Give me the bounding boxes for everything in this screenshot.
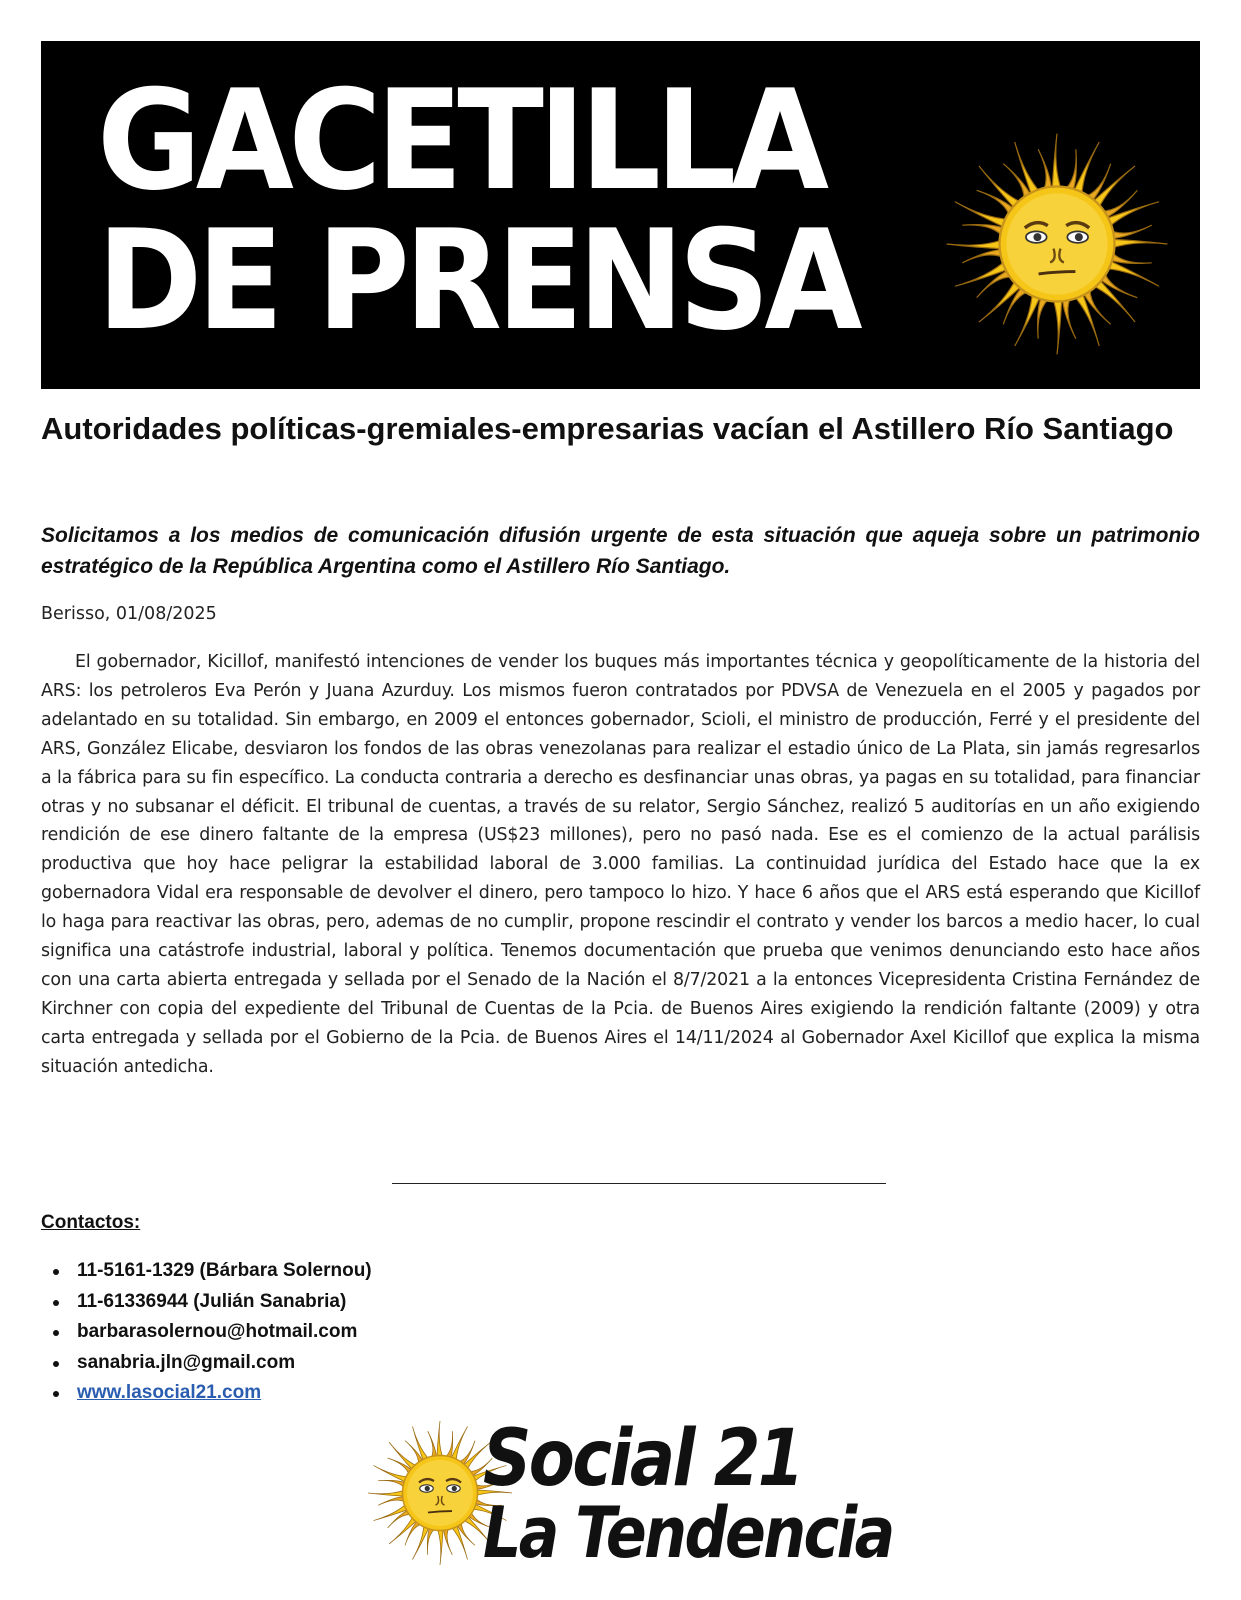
logo-line1: Social 21 (483, 1414, 802, 1504)
sun-ray (1052, 297, 1062, 355)
website-link[interactable]: www.lasocial21.com (77, 1382, 262, 1403)
contact-item: barbarasolernou@hotmail.com (41, 1317, 372, 1348)
lede: Solicitamos a los medios de comunicación difusión urgente de esta situación que aqueja sobre un patrimonio estratégico de la República Argentina como el Astillero Río Santiago. (41, 524, 1200, 578)
sun-ray (368, 1490, 406, 1496)
banner-title-line2: DE PRENSA (97, 200, 858, 361)
dateline: Berisso, 01/08/2025 (41, 604, 217, 624)
headline: Autoridades políticas-gremiales-empresarias vacían el Astillero Río Santiago (41, 411, 1174, 446)
press-release-banner (41, 41, 1200, 389)
sun-ray (947, 239, 1005, 249)
contacts-heading: Contactos: (41, 1212, 141, 1233)
banner-title (97, 60, 858, 361)
banner-title-line1: GACETILLA (97, 60, 824, 221)
section-divider (392, 1183, 886, 1184)
sun-ray (1110, 239, 1168, 249)
sun-ray (1052, 134, 1062, 192)
contact-item: 11-5161-1329 (Bárbara Solernou) (41, 1256, 372, 1287)
sun-ray (437, 1421, 443, 1459)
contact-item: sanabria.jln@gmail.com (41, 1348, 372, 1379)
sun-ray (437, 1527, 443, 1565)
social21-logo (365, 1414, 893, 1578)
logo-line2: La Tendencia (483, 1492, 893, 1574)
contact-item-website (41, 1378, 372, 1409)
sol-de-mayo-icon (942, 129, 1172, 359)
contacts-list (41, 1256, 372, 1409)
logo-wordmark (483, 1414, 893, 1574)
body-paragraph: El gobernador, Kicillof, manifestó intenciones de vender los buques más importantes técnica y geopolíticamente de la historia del ARS: los petroleros Eva Perón y Juana Azurduy. Los mismos fueron contratados por PDVSA de Venezuela en el 2005 y pagados por adelantado en su totalidad. Sin embargo, en 2009 el entonces gobernador, Scioli, el ministro de producción, Ferré y el presidente del ARS, González Elicabe, desviaron los fondos de las obras venezolanas para realizar el estadio único de La Plata, sin jamás regresarlos a la fábrica para su fin específico. La conducta contraria a derecho es desfinanciar unas obras, ya pagas en su totalidad, para financiar otras y no subsanar el déficit. El tribunal de cuentas, a través de su relator, Sergio Sánchez, realizó 5 auditorías en un año exigiendo rendición de ese dinero faltante de la empresa (US$23 millones), pero no pasó nada. Ese es el comienzo de la actual parálisis productiva que hoy hace peligrar la estabilidad laboral de 3.000 familias. La continuidad jurídica del Estado hace que la ex gobernadora Vidal era responsable de devolver el dinero, pero tampoco lo hizo. Y hace 6 años que el ARS está esperando que Kicillof lo haga para reactivar las obras, pero, ademas de no cumplir, propone rescindir el contrato y vender los barcos a medio hacer, lo cual significa una catástrofe industrial, laboral y política. Tenemos documentación que prueba que venimos denunciando esto hace años con una carta abierta entregada y sellada por el Senado de la Nación el 8/7/2021 a la entonces Vicepresidenta Cristina Fernández de Kirchner con copia del expediente del Tribunal de Cuentas de la Pcia. de Buenos Aires exigiendo la rendición faltante (2009) y otra carta entregada y sellada por el Gobierno de la Pcia. de Buenos Aires el 14/11/2024 al Gobernador Axel Kicillof que explica la misma situación antedicha. (41, 652, 1200, 1077)
contact-item: 11-61336944 (Julián Sanabria) (41, 1287, 372, 1318)
